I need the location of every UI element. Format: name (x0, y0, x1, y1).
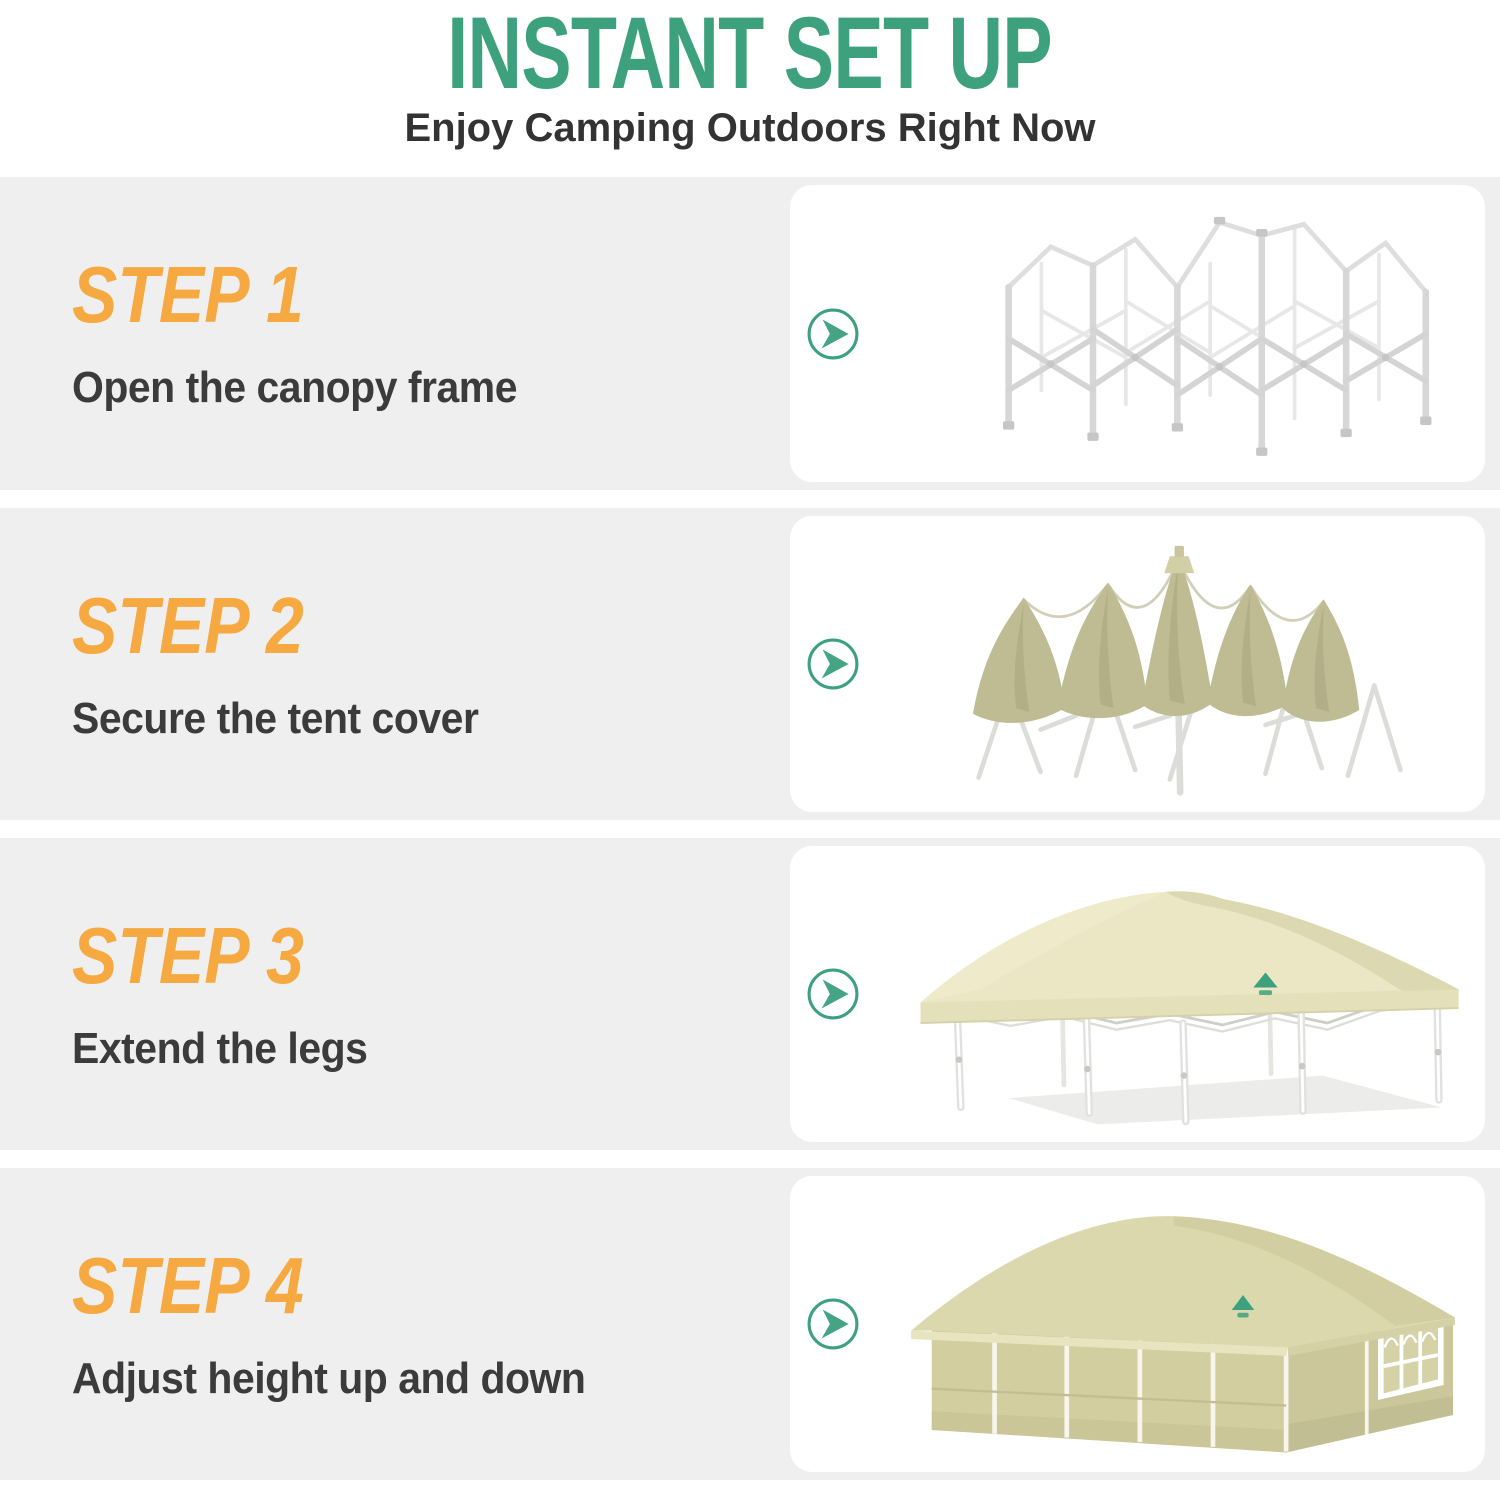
step-4-description: Adjust height up and down (72, 1353, 586, 1403)
arrow-right-circle-icon (806, 967, 860, 1021)
step-2-label: STEP 2 (72, 580, 304, 670)
step-4-image-tent-with-sidewalls (868, 1183, 1468, 1465)
step-3-label: STEP 3 (72, 910, 304, 1000)
step-row-4 (0, 1168, 1500, 1480)
step-1-description: Open the canopy frame (72, 363, 518, 413)
step-4-image-card (790, 1176, 1485, 1472)
step-1-image-card (790, 185, 1485, 482)
step-1-text (72, 177, 722, 490)
header (0, 0, 1500, 177)
arrow-right-circle-icon (806, 307, 860, 361)
step-2-text (72, 508, 722, 820)
page-subtitle: Enjoy Camping Outdoors Right Now (404, 106, 1096, 150)
step-2-description: Secure the tent cover (72, 693, 479, 743)
step-1-image-folded-canopy-frame (868, 193, 1468, 475)
step-3-text (72, 838, 722, 1150)
arrow-right-circle-icon (806, 637, 860, 691)
step-3-image-canopy-extended-legs (868, 853, 1468, 1135)
step-3-description: Extend the legs (72, 1023, 368, 1073)
step-2-image-card (790, 516, 1485, 812)
page-title (0, 0, 1500, 110)
step-row-3 (0, 838, 1500, 1150)
page-title-text: INSTANT SET UP (447, 0, 1053, 110)
step-4-text (72, 1168, 722, 1480)
step-4-label: STEP 4 (72, 1240, 304, 1330)
step-row-1 (0, 177, 1500, 490)
arrow-right-circle-icon (806, 1297, 860, 1351)
step-row-2 (0, 508, 1500, 820)
step-1-label: STEP 1 (72, 250, 304, 340)
step-3-image-card (790, 846, 1485, 1142)
step-2-image-frame-with-tent-cover (868, 523, 1468, 805)
